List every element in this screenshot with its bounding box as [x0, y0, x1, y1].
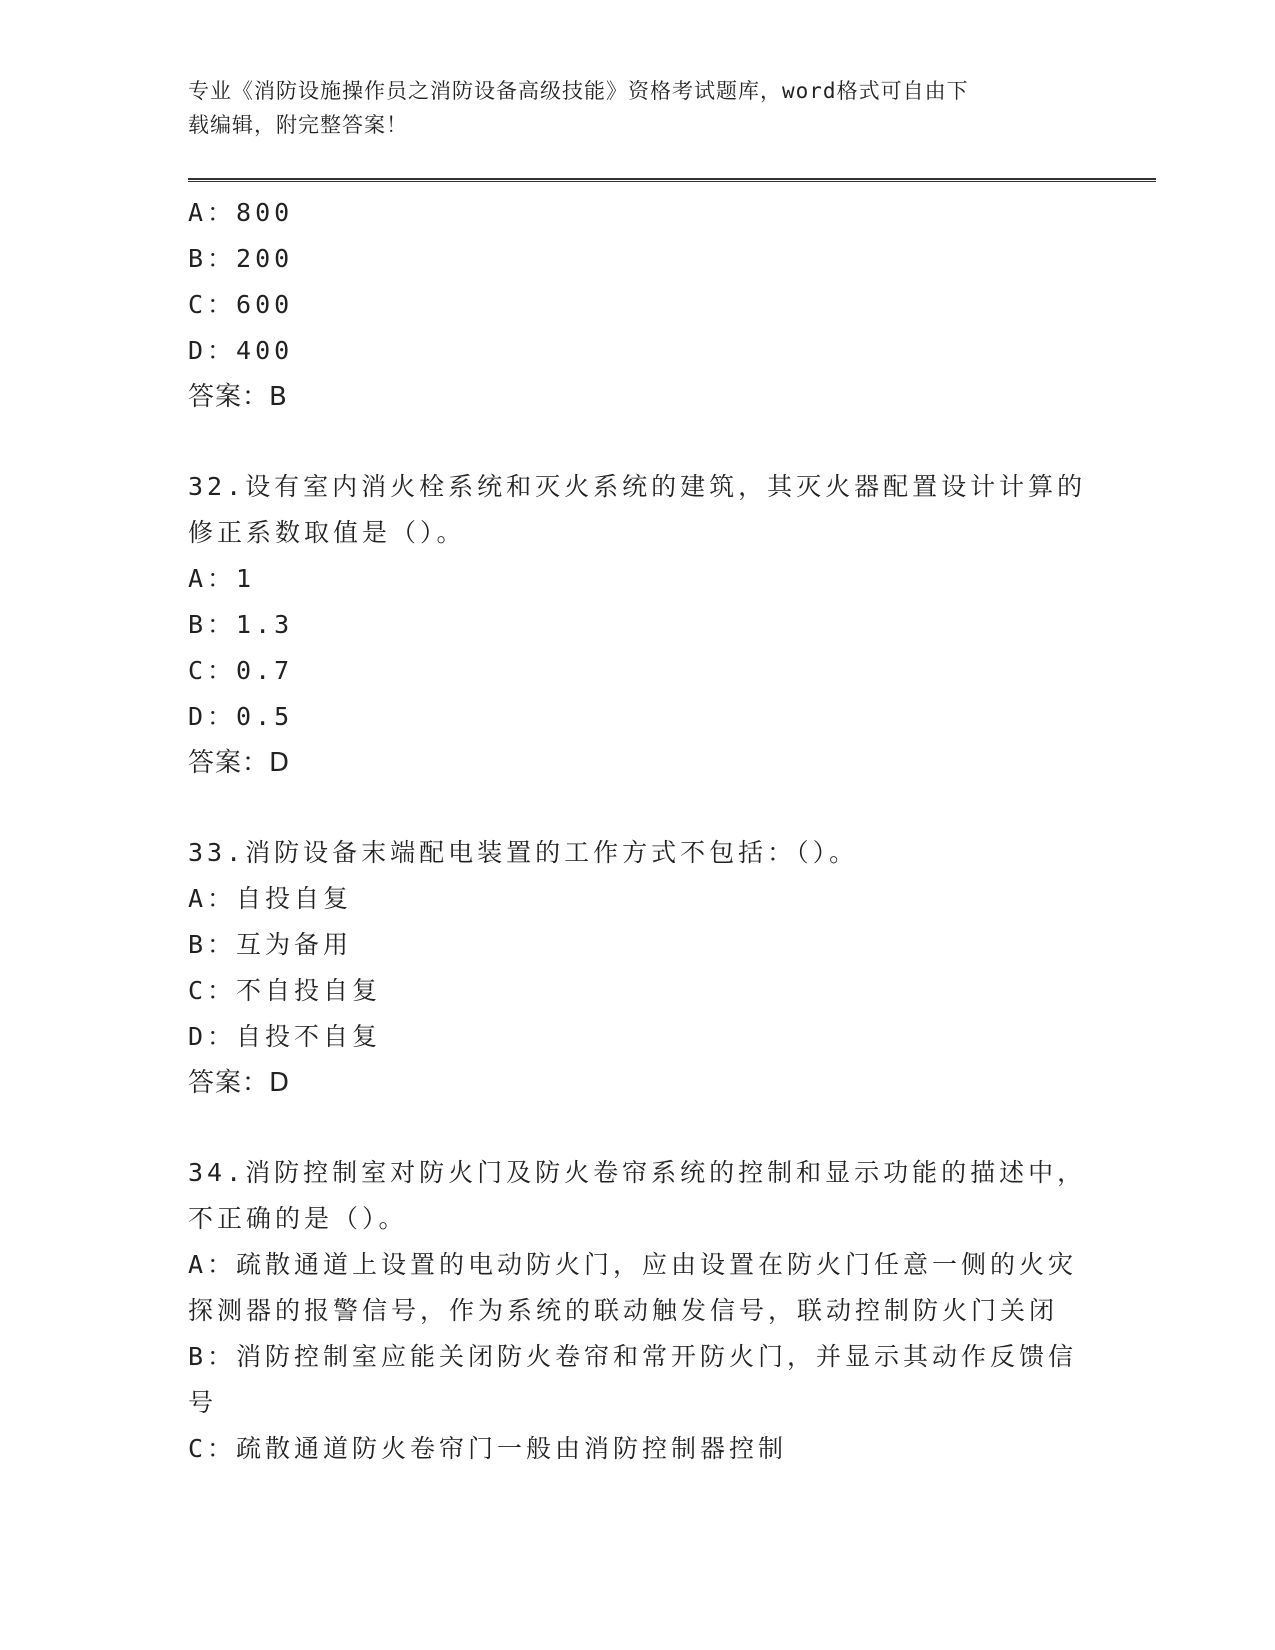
answer-line: 答案：B — [188, 382, 288, 412]
option-d: D：0.5 — [188, 702, 294, 731]
option-d: D：400 — [188, 336, 294, 365]
question-stem-line-1: 34.消防控制室对防火门及防火卷帘系统的控制和显示功能的描述中， — [188, 1158, 1087, 1187]
header-divider — [188, 178, 1156, 182]
question-stem-line-1: 32.设有室内消火栓系统和灭火系统的建筑，其灭火器配置设计计算的 — [188, 472, 1087, 501]
option-a: A：自投自复 — [188, 884, 353, 913]
header-line-1: 专业《消防设施操作员之消防设备高级技能》资格考试题库，word格式可自由下 — [188, 79, 969, 103]
question-block-31 — [188, 190, 1088, 420]
option-c: C：不自投自复 — [188, 976, 382, 1005]
question-stem-line-1: 33.消防设备末端配电装置的工作方式不包括：（）。 — [188, 838, 859, 867]
document-body — [188, 190, 1088, 1472]
option-a: A：1 — [188, 564, 256, 593]
question-stem-line-2: 修正系数取值是（）。 — [188, 518, 466, 547]
option-b-line-1: B：消防控制室应能关闭防火卷帘和常开防火门，并显示其动作反馈信 — [188, 1342, 1078, 1371]
option-c: C：0.7 — [188, 656, 294, 685]
question-block-34 — [188, 1150, 1088, 1472]
option-b-line-2: 号 — [188, 1388, 218, 1417]
option-b: B：互为备用 — [188, 930, 353, 959]
header-line-2: 载编辑，附完整答案！ — [188, 113, 408, 137]
answer-line: 答案：D — [188, 748, 291, 778]
answer-line: 答案：D — [188, 1068, 291, 1098]
option-b: B：200 — [188, 244, 294, 273]
option-c: C：600 — [188, 290, 294, 319]
option-a-line-1: A：疏散通道上设置的电动防火门，应由设置在防火门任意一侧的火灾 — [188, 1250, 1078, 1279]
option-a: A：800 — [188, 198, 294, 227]
option-c: C：疏散通道防火卷帘门一般由消防控制器控制 — [188, 1434, 788, 1463]
option-d: D：自投不自复 — [188, 1022, 382, 1051]
question-block-33 — [188, 830, 1088, 1106]
option-a-line-2: 探测器的报警信号，作为系统的联动触发信号，联动控制防火门关闭 — [188, 1296, 1059, 1325]
page-header — [188, 74, 1088, 142]
question-block-32 — [188, 464, 1088, 786]
option-b: B：1.3 — [188, 610, 294, 639]
question-stem-line-2: 不正确的是（）。 — [188, 1204, 408, 1233]
